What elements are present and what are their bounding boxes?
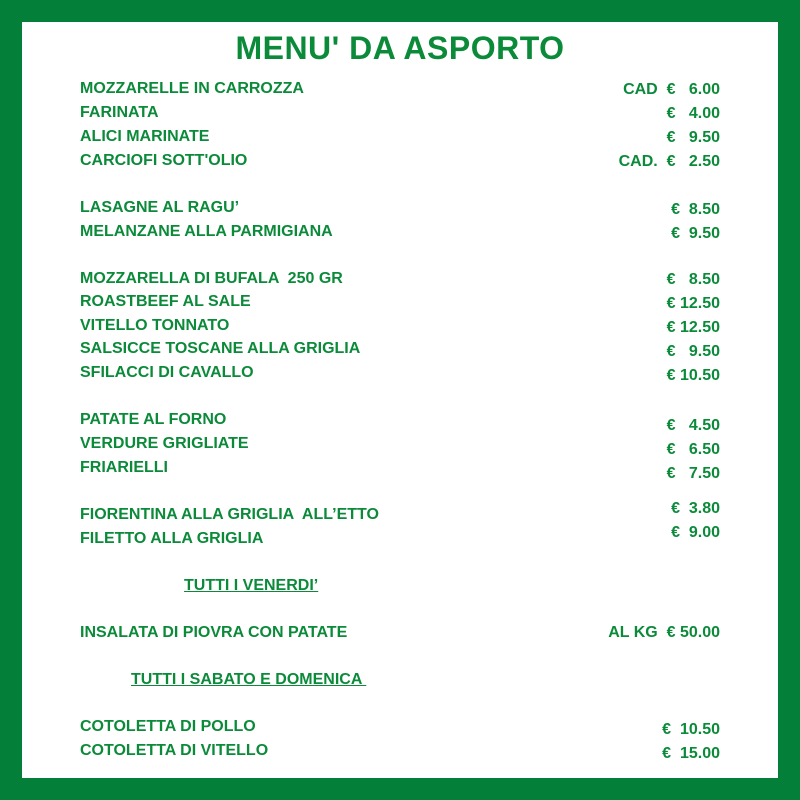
friday-heading: TUTTI I VENERDI’ — [184, 577, 319, 594]
menu-item-price: € 10.50 — [666, 367, 720, 384]
menu-item-name: LASAGNE AL RAGU’ — [80, 199, 240, 216]
menu-item-name: SALSICCE TOSCANE ALLA GRIGLIA — [80, 340, 361, 357]
menu-item-price: € 12.50 — [666, 295, 720, 312]
menu-item-price: € 12.50 — [666, 319, 720, 336]
menu-item-name: COTOLETTA DI VITELLO — [80, 742, 269, 759]
menu-item-name: FILETTO ALLA GRIGLIA — [80, 530, 264, 547]
menu-item-price: € 8.50 — [671, 201, 720, 218]
menu-item-price: € 8.50 — [666, 271, 720, 288]
menu-item-price: € 9.00 — [671, 524, 720, 541]
menu-item-name: FIORENTINA ALLA GRIGLIA ALL’ETTO — [80, 506, 379, 523]
menu-item-name: VERDURE GRIGLIATE — [80, 435, 249, 452]
menu-item-name: INSALATA DI PIOVRA CON PATATE — [80, 624, 348, 641]
menu-item-name: COTOLETTA DI POLLO — [80, 718, 256, 735]
menu-item-name: SFILACCI DI CAVALLO — [80, 364, 254, 381]
menu-item-price: € 4.00 — [666, 105, 720, 122]
menu-title: MENU' DA ASPORTO — [235, 30, 565, 66]
menu-item-name: ALICI MARINATE — [80, 128, 210, 145]
weekend-heading: TUTTI I SABATO E DOMENICA — [131, 671, 367, 688]
menu-item-name: MOZZARELLA DI BUFALA 250 GR — [80, 270, 343, 287]
menu-item-price: € 9.50 — [666, 129, 720, 146]
menu-item-price: € 10.50 — [662, 721, 720, 738]
menu-item-price: € 9.50 — [671, 225, 720, 242]
menu-item-name: MELANZANE ALLA PARMIGIANA — [80, 223, 333, 240]
menu-item-name: FRIARIELLI — [80, 459, 168, 476]
menu-item-name: MOZZARELLE IN CARROZZA — [80, 80, 304, 97]
menu-item-price: CAD € 6.00 — [623, 81, 720, 98]
menu-item-name: ROASTBEEF AL SALE — [80, 293, 251, 310]
menu-item-price: € 3.80 — [671, 500, 720, 517]
menu-item-name: FARINATA — [80, 104, 159, 121]
menu-item-name: VITELLO TONNATO — [80, 317, 230, 334]
menu-item-price: € 15.00 — [662, 745, 720, 762]
menu-item-price: € 6.50 — [666, 441, 720, 458]
menu-item-name: PATATE AL FORNO — [80, 411, 227, 428]
menu-item-price: € 4.50 — [666, 417, 720, 434]
menu-item-name: CARCIOFI SOTT'OLIO — [80, 152, 248, 169]
menu-item-price: CAD. € 2.50 — [618, 153, 720, 170]
menu-item-price: € 9.50 — [666, 343, 720, 360]
menu-item-price: AL KG € 50.00 — [608, 624, 720, 641]
menu-item-price: € 7.50 — [666, 465, 720, 482]
